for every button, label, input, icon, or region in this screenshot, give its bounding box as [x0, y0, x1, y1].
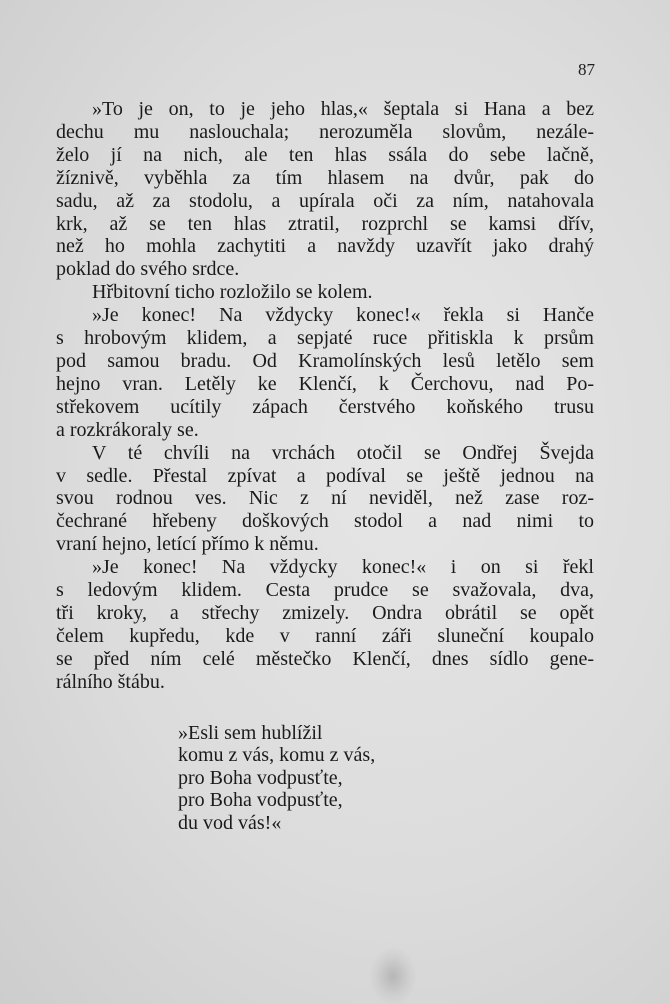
text-line: »Je konec! Na vždycky konec!« i on si řekl	[92, 556, 594, 579]
verse-line: du vod vás!«	[178, 811, 282, 834]
text-line: »Je konec! Na vždycky konec!« řekla si Hanče	[92, 304, 594, 327]
text-line: pod samou bradu. Od Kramolínských lesů letělo sem	[56, 349, 594, 372]
text-line: »To je on, to je jeho hlas,« šeptala si Hana a bez	[92, 98, 594, 120]
song-verse	[178, 722, 375, 834]
text-line: svou rodnou ves. Nic z ní neviděl, než zase roz-	[56, 487, 594, 510]
text-line: se před ním celé městečko Klenčí, dnes sídlo gene-	[56, 647, 594, 670]
verse-line: komu z vás, komu z vás,	[178, 744, 376, 767]
text-line: V té chvíli na vrchách otočil se Ondřej Švejda	[92, 441, 594, 464]
text-line: s ledovým klidem. Cesta prudce se svažovala, dva,	[56, 579, 594, 602]
text-line: dechu mu naslouchala; nerozuměla slovům, nezále-	[56, 120, 594, 143]
text-line: rálního štábu.	[56, 670, 165, 693]
text-line: čechrané hřebeny doškových stodol a nad nimi to	[56, 510, 594, 533]
text-line: vraní hejno, letící přímo k němu.	[56, 533, 319, 556]
verse-line: »Esli sem hublížil	[178, 722, 323, 744]
text-line: sadu, až za stodolu, a upírala oči za ním, natahovala	[56, 189, 594, 212]
text-line: žíznivě, vyběhla za tím hlasem na dvůr, pak do	[56, 166, 594, 189]
text-line: Hřbitovní ticho rozložilo se kolem.	[92, 281, 373, 304]
text-line: střekovem ucítily zápach čerstvého koňského trusu	[56, 395, 594, 418]
text-line: s hrobovým klidem, a sepjaté ruce přitiskla k prsům	[56, 327, 594, 350]
text-line: poklad do svého srdce.	[56, 258, 240, 281]
text-line: krk, až se ten hlas ztratil, rozprchl se kamsi dřív,	[56, 212, 594, 235]
page-number: 87	[578, 60, 595, 79]
paper-stain	[370, 948, 416, 1004]
text-line: hejno vran. Letěly ke Klenčí, k Čerchovu, nad Po-	[56, 372, 594, 395]
verse-line: pro Boha vodpusťte,	[178, 789, 343, 812]
text-line: v sedle. Přestal zpívat a podíval se ještě jednou na	[56, 464, 594, 487]
text-line: čelem kupředu, kde v ranní záři sluneční koupalo	[56, 624, 594, 647]
text-line: želo jí na nich, ale ten hlas ssála do sebe lačně,	[56, 143, 594, 166]
verse-line: pro Boha vodpusťte,	[178, 766, 343, 789]
text-line: tři kroky, a střechy zmizely. Ondra obrátil se opět	[56, 601, 594, 624]
text-line: než ho mohla zachytiti a navždy uzavřít jako drahý	[56, 235, 594, 258]
text-line: a rozkrákoraly se.	[56, 418, 199, 441]
prose-text	[56, 98, 594, 694]
